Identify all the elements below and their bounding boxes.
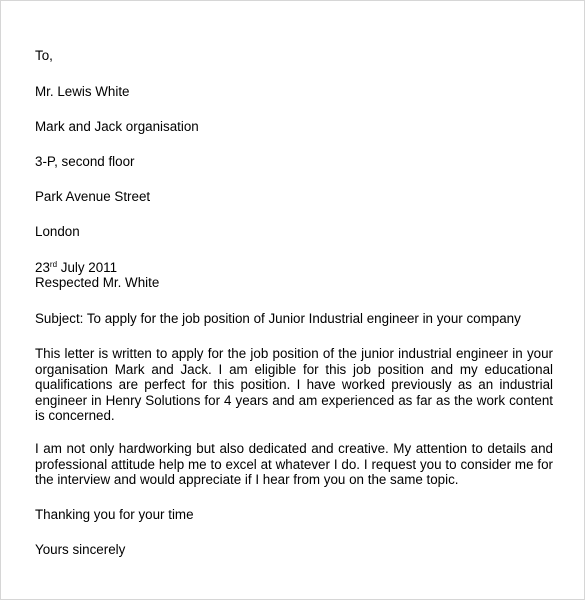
address-line-1: 3-P, second floor bbox=[35, 154, 135, 169]
address-line-2: Park Avenue Street bbox=[35, 189, 151, 204]
subject-line: Subject: To apply for the job position of Junior Industrial engineer in your company bbox=[35, 311, 521, 326]
date-day: 23 bbox=[35, 260, 50, 275]
recipient-organisation: Mark and Jack organisation bbox=[35, 119, 199, 134]
closing-line: Yours sincerely bbox=[35, 542, 126, 557]
body-paragraph-2: I am not only hardworking but also dedicated and creative. My attention to details and professional attitude help me to excel at whatever I do. I request you to consider me for the interview and would appreciate if I hear from you on the same topic. bbox=[35, 441, 553, 488]
letter-date bbox=[35, 260, 117, 276]
address-city: London bbox=[35, 224, 80, 239]
date-rest: July 2011 bbox=[57, 260, 118, 275]
body-paragraph-1: This letter is written to apply for the job position of the junior industrial engineer in your organisation Mark and Jack. I am eligible for this job position and my educational qualifications are perfect for this position. I have worked previously as an industrial engineer in Henry Solutions for 4 years and am experienced as far as the work content is concerned. bbox=[35, 346, 553, 424]
salutation-to: To, bbox=[35, 48, 53, 63]
date-suffix: rd bbox=[49, 260, 58, 269]
greeting: Respected Mr. White bbox=[35, 275, 160, 290]
recipient-name: Mr. Lewis White bbox=[35, 84, 130, 99]
thanks-line: Thanking you for your time bbox=[35, 507, 194, 522]
